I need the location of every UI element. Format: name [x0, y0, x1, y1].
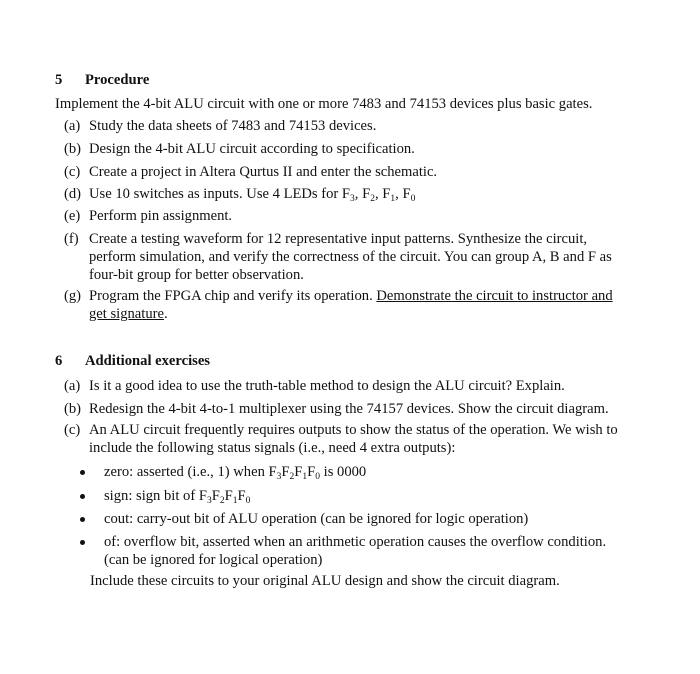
exercise-a — [64, 377, 664, 395]
step-text-line: perform simulation, and verify the correctness of the circuit. You can group A, B and F as — [89, 249, 612, 265]
section-5-intro: Implement the 4-bit ALU circuit with one or more 7483 and 74153 devices plus basic gates. — [55, 96, 593, 112]
section-5-title: Procedure — [85, 72, 150, 88]
section-5-number: 5 — [55, 72, 63, 88]
section-6-title: Additional exercises — [85, 353, 210, 369]
step-text-line: four-bit group for better observation. — [89, 267, 304, 283]
exercise-text-line: include the following status signals (i.e., need 4 extra outputs): — [89, 440, 456, 456]
bullet-zero — [80, 463, 660, 481]
bullet-sign — [80, 487, 660, 505]
step-label: (d) — [64, 186, 82, 202]
section-6-heading — [55, 352, 210, 370]
bullet-text: zero: asserted (i.e., 1) when $F_3F_2F_1F_0$ is 0000 — [104, 464, 367, 482]
step-label: (g) — [64, 288, 82, 304]
bullet-dot — [80, 470, 85, 475]
step-label: (f) — [64, 231, 79, 247]
step-label: (b) — [64, 141, 82, 157]
signature-instruction: get signature — [89, 306, 164, 322]
step-text: Study the data sheets of 7483 and 74153 devices. — [89, 118, 377, 134]
procedure-step-c — [64, 163, 664, 181]
exercise-label: (c) — [64, 422, 81, 438]
bullet-dot — [80, 540, 85, 545]
closing-instruction: Include these circuits to your original ALU design and show the circuit diagram. — [90, 573, 560, 589]
bullet-of — [80, 533, 660, 569]
bullet-dot — [80, 494, 85, 499]
procedure-step-f — [64, 230, 664, 284]
step-label: (e) — [64, 208, 81, 224]
bullet-cout — [80, 510, 660, 528]
section-6-number: 6 — [55, 353, 63, 369]
exercise-text-line: An ALU circuit frequently requires outputs to show the status of the operation. We wish to — [89, 422, 618, 438]
step-text: Design the 4-bit ALU circuit according to specification. — [89, 141, 415, 157]
bullet-text: sign: sign bit of $F_3F_2F_1F_0$ — [104, 488, 251, 506]
bullet-text-line: (can be ignored for logical operation) — [104, 552, 323, 568]
step-text: Perform pin assignment. — [89, 208, 233, 224]
exercise-c — [64, 421, 664, 457]
procedure-step-b — [64, 140, 664, 158]
exercise-text: Is it a good idea to use the truth-table method to design the ALU circuit? Explain. — [89, 378, 565, 394]
step-label: (c) — [64, 164, 81, 180]
exercise-label: (a) — [64, 378, 81, 394]
procedure-step-d — [64, 185, 664, 203]
step-text: Use 10 switches as inputs. Use 4 LEDs for $F_3$, $F_2$, $F_1$, $F_0$ — [89, 186, 416, 204]
exercise-text: Redesign the 4-bit 4-to-1 multiplexer using the 74157 devices. Show the circuit diagram. — [89, 401, 609, 417]
bullet-text-line: of: overflow bit, asserted when an arithmetic operation causes the overflow condition. — [104, 534, 607, 550]
step-text-line: Create a testing waveform for 12 representative input patterns. Synthesize the circuit, — [89, 231, 588, 247]
step-text-line: get signature. — [89, 306, 168, 322]
step-text-line: Program the FPGA chip and verify its operation. Demonstrate the circuit to instructor and — [89, 288, 613, 304]
procedure-step-e — [64, 207, 664, 225]
demonstrate-instruction: Demonstrate the circuit to instructor and — [376, 288, 613, 304]
section-5-heading — [55, 71, 149, 89]
procedure-step-a — [64, 117, 664, 135]
step-label: (a) — [64, 118, 81, 134]
exercise-label: (b) — [64, 401, 82, 417]
bullet-dot — [80, 517, 85, 522]
procedure-step-g — [64, 287, 664, 323]
exercise-b — [64, 400, 664, 418]
step-text: Create a project in Altera Qurtus II and enter the schematic. — [89, 164, 438, 180]
bullet-text: cout: carry-out bit of ALU operation (can be ignored for logic operation) — [104, 511, 529, 527]
